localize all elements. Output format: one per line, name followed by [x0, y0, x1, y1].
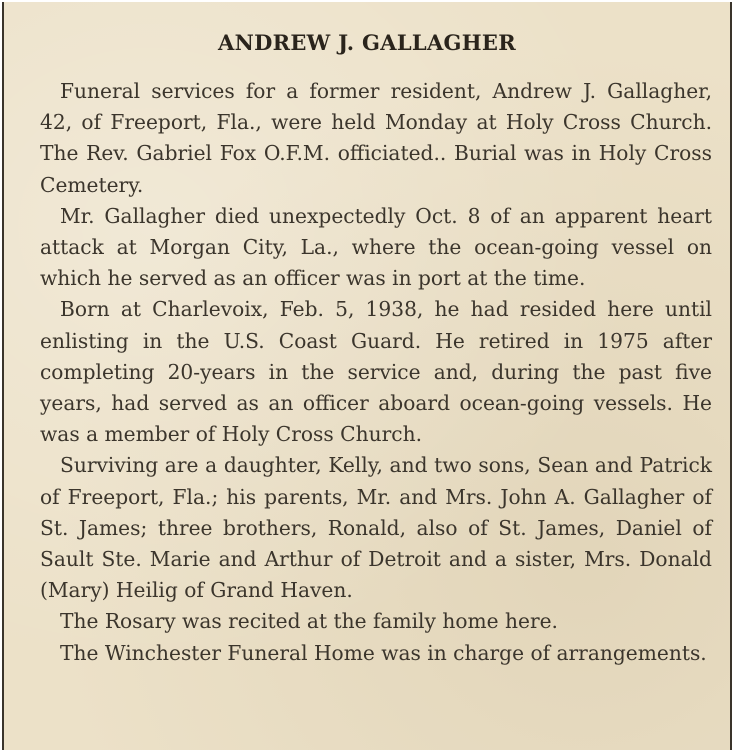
- obituary-headline: ANDREW J. GALLAGHER: [218, 30, 516, 55]
- paragraph-biography: Born at Charlevoix, Feb. 5, 1938, he had resided here until enlisting in the U.S. Coast Guard. He retired in 1975 after completing 20-years in the service and, during the past five years, had served as an officer aboard ocean-going vessels. He was a member of Holy Cross Church.: [40, 297, 712, 447]
- obituary-body: [40, 76, 712, 669]
- paragraph-arrangements: The Winchester Funeral Home was in charge of arrangements.: [60, 640, 707, 665]
- paragraph-cause-of-death: Mr. Gallagher died unexpectedly Oct. 8 of an apparent heart attack at Morgan City, La., where the ocean-going vessel on which he served as an officer was in port at the time.: [40, 203, 712, 291]
- paragraph-funeral-services: Funeral services for a former resident, Andrew J. Gallagher, 42, of Freeport, Fla., were held Monday at Holy Cross Church. The Rev. Gabriel Fox O.F.M. officiated.. Burial was in Holy Cross Cemetery.: [40, 79, 712, 197]
- paragraph-survivors: Surviving are a daughter, Kelly, and two sons, Sean and Patrick of Freeport, Fla.; his parents, Mr. and Mrs. John A. Gallagher of St. James; three brothers, Ronald, also of St. James, Daniel of Sault Ste. Marie and Arthur of Detroit and a sister, Mrs. Donald (Mary) Heilig of Grand Haven.: [40, 453, 712, 603]
- paragraph-rosary: The Rosary was recited at the family home here.: [60, 609, 558, 634]
- newspaper-clipping: [2, 2, 732, 750]
